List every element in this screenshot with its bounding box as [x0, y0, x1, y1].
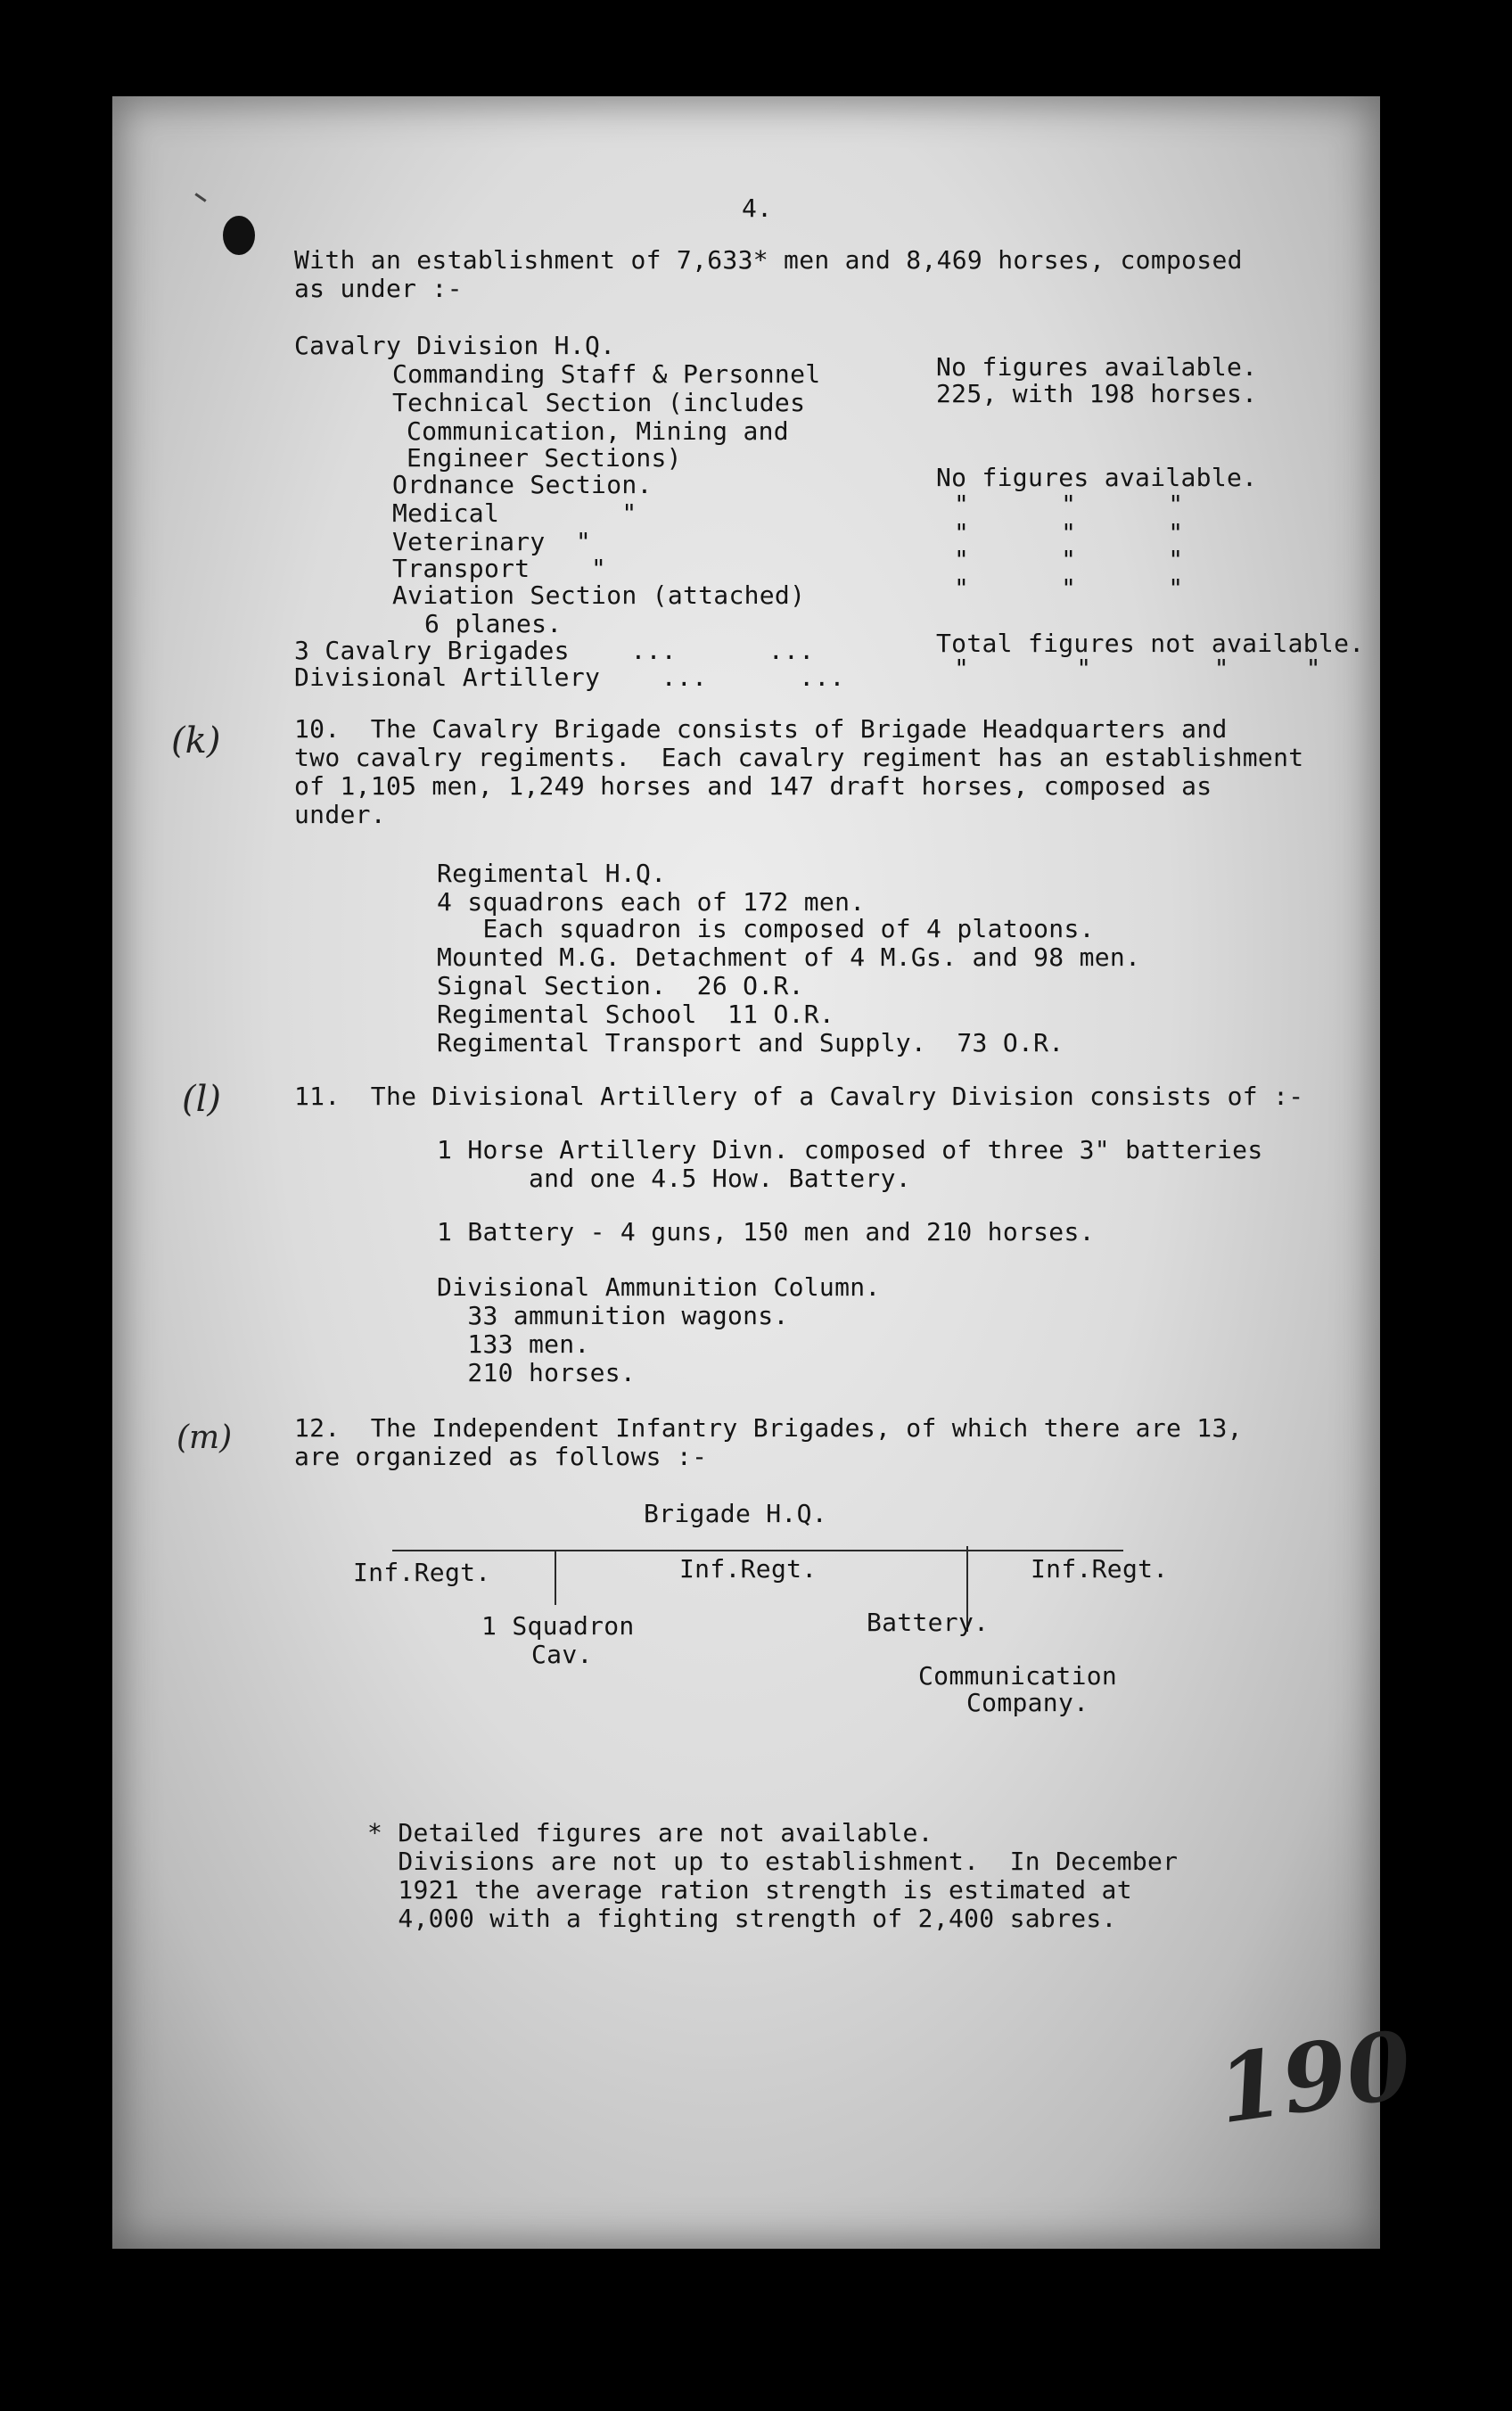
brigades-value: Total figures not available.: [936, 629, 1365, 658]
org-horizontal-line: [392, 1550, 1123, 1551]
hq-label: 6 planes.: [424, 609, 563, 638]
margin-mark-l: (l): [182, 1079, 222, 1120]
para10-line: 10. The Cavalry Brigade consists of Brigade Headquarters and: [294, 714, 1228, 744]
regiment-item: Regimental H.Q.: [437, 859, 667, 888]
org-unit: Cav.: [531, 1640, 593, 1669]
org-unit: 1 Squadron: [481, 1611, 635, 1641]
hq-label: Medical ": [392, 498, 637, 528]
hq-value: " " ": [954, 518, 1184, 547]
hq-value: " " ": [954, 490, 1184, 519]
org-unit: Company.: [966, 1688, 1089, 1717]
hq-value: 225, with 198 horses.: [936, 379, 1258, 408]
org-connector: [555, 1551, 556, 1605]
intro-line-1: With an establishment of 7,633* men and 8,469 horses, composed: [294, 245, 1243, 275]
regiment-item: Signal Section. 26 O.R.: [437, 971, 804, 1000]
regiment-item: Regimental Transport and Supply. 73 O.R.: [437, 1028, 1064, 1057]
org-unit: Inf.Regt.: [1031, 1554, 1169, 1584]
footnote-line: 4,000 with a fighting strength of 2,400 sabres.: [367, 1904, 1117, 1933]
para11-line: 11. The Divisional Artillery of a Cavalry Division consists of :-: [294, 1082, 1304, 1111]
artillery-value: " " " ": [954, 654, 1321, 683]
org-unit: Inf.Regt.: [679, 1554, 818, 1584]
artillery-item: 210 horses.: [437, 1358, 637, 1387]
org-unit: Communication: [918, 1661, 1118, 1691]
margin-mark-k: (k): [171, 720, 221, 761]
margin-mark-m: (m): [177, 1419, 233, 1456]
archive-number: 190: [1211, 2009, 1418, 2145]
regiment-item: Regimental School 11 O.R.: [437, 1000, 835, 1029]
hq-label: Technical Section (includes: [392, 388, 806, 417]
org-unit: Inf.Regt.: [353, 1558, 491, 1587]
hq-label: Veterinary ": [392, 527, 592, 556]
page-number: 4.: [742, 193, 773, 223]
org-top: Brigade H.Q.: [644, 1499, 827, 1528]
para10-line: of 1,105 men, 1,249 horses and 147 draft horses, composed as: [294, 771, 1212, 801]
intro-line-2: as under :-: [294, 274, 463, 303]
hq-label: Communication, Mining and: [407, 416, 789, 446]
hq-value: No figures available.: [936, 463, 1258, 492]
org-unit: Battery.: [867, 1608, 990, 1637]
ink-blot: [223, 216, 255, 255]
hq-label: Aviation Section (attached): [392, 580, 806, 610]
artillery-item: 1 Horse Artillery Divn. composed of three 3" batteries: [437, 1135, 1263, 1164]
para12-line: are organized as follows :-: [294, 1442, 708, 1471]
artillery-item: and one 4.5 How. Battery.: [437, 1164, 911, 1193]
artillery-label: Divisional Artillery ... ...: [294, 662, 845, 692]
hq-label: Ordnance Section.: [392, 470, 653, 499]
regiment-item: 4 squadrons each of 172 men.: [437, 887, 866, 917]
artillery-item: 33 ammunition wagons.: [437, 1301, 789, 1330]
hq-value: No figures available.: [936, 352, 1258, 382]
hq-label: Transport ": [392, 554, 607, 583]
document-page: [112, 96, 1418, 2249]
footnote-line: * Detailed figures are not available.: [367, 1818, 933, 1847]
brigades-label: 3 Cavalry Brigades ... ...: [294, 636, 815, 665]
para10-line: two cavalry regiments. Each cavalry regiment has an establishment: [294, 743, 1304, 772]
footnote-line: Divisions are not up to establishment. In December: [367, 1847, 1179, 1876]
artillery-item: 1 Battery - 4 guns, 150 men and 210 horses.: [437, 1217, 1095, 1247]
para10-line: under.: [294, 800, 386, 829]
regiment-item: Each squadron is composed of 4 platoons.: [437, 914, 1095, 943]
para12-line: 12. The Independent Infantry Brigades, of which there are 13,: [294, 1413, 1243, 1443]
hq-label: Engineer Sections): [407, 443, 682, 473]
hq-title: Cavalry Division H.Q.: [294, 331, 616, 360]
hq-value: " " ": [954, 545, 1184, 574]
hq-label: Commanding Staff & Personnel: [392, 359, 821, 389]
artillery-item: 133 men.: [437, 1329, 590, 1359]
scratch-mark: [194, 193, 206, 202]
hq-value: " " ": [954, 573, 1184, 603]
regiment-item: Mounted M.G. Detachment of 4 M.Gs. and 98 men.: [437, 942, 1141, 972]
artillery-item: Divisional Ammunition Column.: [437, 1272, 881, 1302]
footnote-line: 1921 the average ration strength is estimated at: [367, 1875, 1132, 1905]
